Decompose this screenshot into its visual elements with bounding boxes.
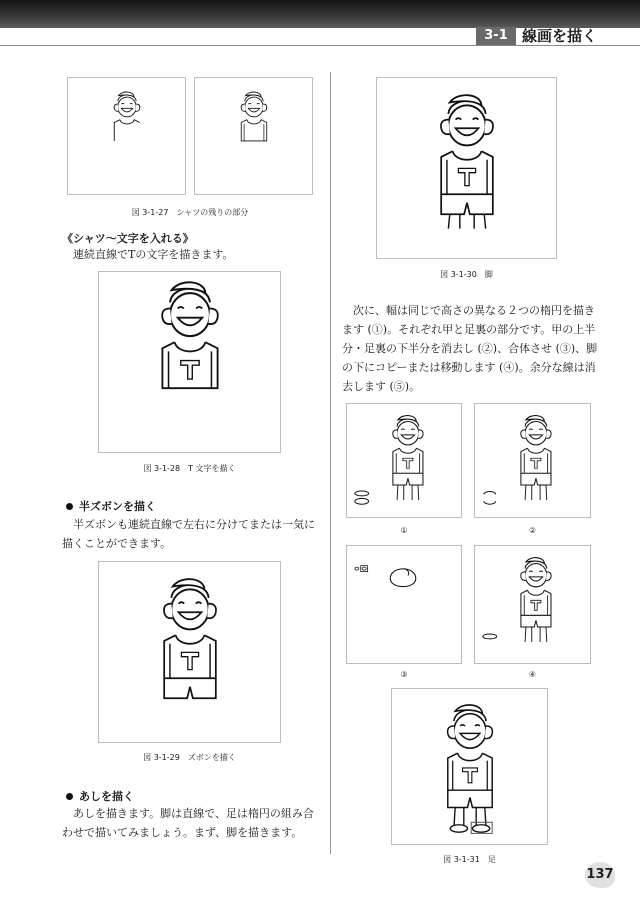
section-heading-shorts-label: 半ズボンを描く [79,500,156,513]
step-label-3: ③ [400,670,408,679]
section-heading-legs-label: あしを描く [79,790,134,803]
figure-3-1-29-caption: 図 3-1-29 ズボンを描く [143,753,236,762]
step-label-4: ④ [528,670,537,679]
figure-3-1-27-caption: 図 3-1-27 シャツの残りの部分 [131,208,249,217]
figure-3-1-27b [194,77,313,195]
figure-3-1-28-caption: 図 3-1-28 T 文字を描く [143,464,236,473]
section-shirt-letter-text: 連続直線でTの文字を描きます。 [73,248,234,261]
section-heading-shirt-letter: 《シャツ～文字を入れる》 [62,232,194,245]
chapter-number-badge: 3-1 [476,27,516,45]
bullet-icon [66,503,73,510]
header-bar [0,0,640,28]
step-figure-1 [346,403,462,518]
figure-3-1-31 [391,688,548,845]
figure-3-1-31-caption: 図 3-1-31 足 [443,855,496,864]
bullet-icon [66,793,73,800]
figure-3-1-29 [98,561,281,743]
feet-instructions-text: 次に、幅は同じで高さの異なる２つの楕円を描きます (①)。それぞれ甲と足裏の部分です。甲の上半分・足裏の下半分を消去し (②)、合体させ (③)、脚の下にコピーまたは移動します (④)。余分な線は消去します (⑤)。 [342,304,598,393]
step-figure-2 [474,403,591,518]
step-figure-4 [474,545,591,664]
figure-3-1-28 [98,271,281,453]
page-number: 137 [585,862,615,888]
step-label-2: ② [528,526,537,535]
chapter-title: 線画を描く [522,27,598,45]
section-legs-text: あしを描きます。脚は直線で、足は楕円の組み合わせで描いてみましょう。まず、脚を描きます。 [62,807,314,839]
column-divider [330,72,331,854]
figure-3-1-30-caption: 図 3-1-30 脚 [440,270,493,279]
figure-3-1-27a [67,77,186,195]
step-label-1: ① [400,526,408,535]
section-heading-shorts [66,498,156,514]
figure-3-1-30 [376,77,557,259]
section-heading-legs [66,788,134,804]
section-shorts-text: 半ズボンも連続直線で左右に分けてまたは一気に描くことができます。 [62,518,315,550]
step-figure-3 [346,545,462,664]
